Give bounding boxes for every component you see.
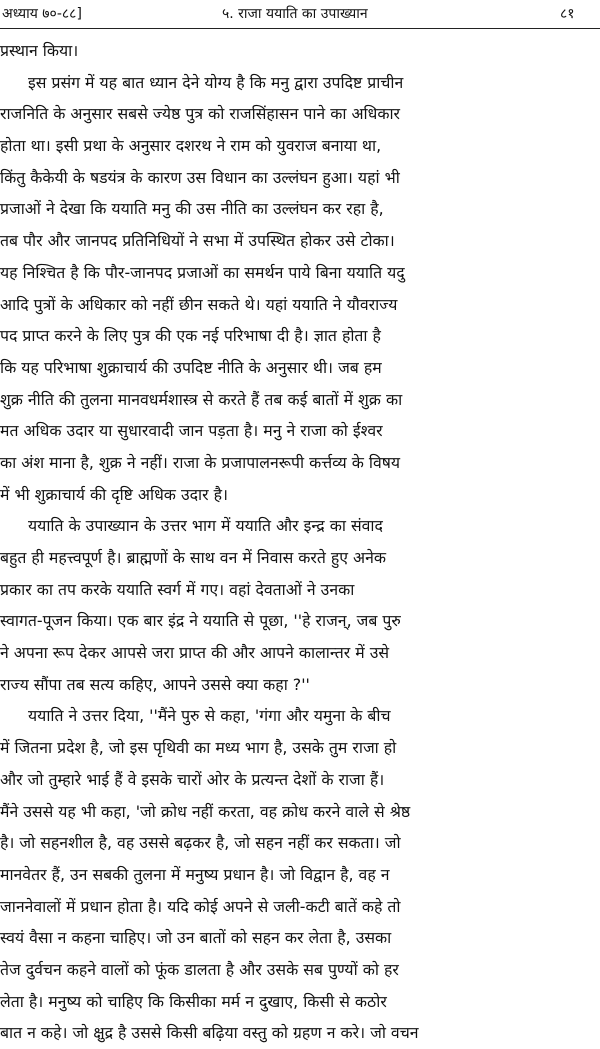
text-line: का अंश माना है, शुक्र ने नहीं। राजा के प्रजापालनरूपी कर्त्तव्य के विषय: [0, 452, 401, 472]
text-line: मैंने उससे यह भी कहा, 'जो क्रोध नहीं करता, वह क्रोध करने वाले से श्रेष्ठ: [0, 801, 411, 821]
text-line: तेज दुर्वचन कहने वालों को फूंक डालता है और उसके सब पुण्यों को हर: [0, 959, 399, 979]
text-line: प्रजाओं ने देखा कि ययाति मनु की उस नीति का उल्लंघन कर रहा है,: [0, 199, 384, 219]
text-line: तब पौर और जानपद प्रतिनिधियों ने सभा में उपस्थित होकर उसे टोका।: [0, 231, 395, 251]
body-text: [0, 35, 600, 1049]
text-line: पद प्राप्त करने के लिए पुत्र की एक नई परिभाषा दी है। ज्ञात होता है: [0, 326, 381, 346]
page-number: ८१: [560, 6, 575, 22]
text-line: प्रकार का तप करके ययाति स्वर्ग में गए। वहां देवताओं ने उनका: [0, 579, 355, 599]
text-line: कि यह परिभाषा शुक्राचार्य की उपदिष्ट नीति के अनुसार थी। जब हम: [0, 357, 382, 377]
text-line: इस प्रसंग में यह बात ध्यान देने योग्य है कि मनु द्वारा उपदिष्ट प्राचीन: [28, 72, 404, 92]
text-line: ने अपना रूप देकर आपसे जरा प्राप्त की और आपने कालान्तर में उसे: [0, 643, 390, 663]
running-title: ५. राजा ययाति का उपाख्यान: [222, 6, 368, 22]
text-line: बात न कहे। जो क्षुद्र है उससे किसी बढ़िया वस्तु को ग्रहण न करे। जो वचन: [0, 1023, 419, 1043]
header-rule: [0, 28, 600, 29]
text-line: मत अधिक उदार या सुधारवादी जान पड़ता है। मनु ने राजा को ईश्वर: [0, 421, 383, 441]
text-line: और जो तुम्हारे भाई हैं वे इसके चारों ओर के प्रत्यन्त देशों के राजा हैं।: [0, 769, 385, 789]
text-line: प्रस्थान किया।: [0, 41, 79, 60]
text-line: बहुत ही महत्त्वपूर्ण है। ब्राह्मणों के साथ वन में निवास करते हुए अनेक: [0, 548, 387, 567]
text-line: ययाति ने उत्तर दिया, ''मैंने पुरु से कहा, 'गंगा और यमुना के बीच: [28, 706, 391, 726]
text-line: है। जो सहनशील है, वह उससे बढ़कर है, जो सहन नहीं कर सकता। जो: [0, 833, 401, 853]
text-line: में जितना प्रदेश है, जो इस पृथिवी का मध्य भाग है, उसके तुम राजा हो: [0, 738, 397, 758]
text-line: लेता है। मनुष्य को चाहिए कि किसीका मर्म न दुखाए, किसी से कठोर: [0, 991, 387, 1011]
text-line: किंतु कैकेयी के षडयंत्र के कारण उस विधान का उल्लंघन हुआ। यहां भी: [0, 167, 400, 187]
text-line: शुक्र नीति की तुलना मानवधर्मशास्त्र से करते हैं तब कई बातों में शुक्र का: [0, 389, 403, 409]
text-line: राज्य सौंपा तब सत्य कहिए, आपने उससे क्या कहा ?'': [0, 674, 310, 694]
text-line: होता था। इसी प्रथा के अनुसार दशरथ ने राम को युवराज बनाया था,: [0, 136, 382, 156]
text-line: में भी शुक्राचार्य की दृष्टि अधिक उदार है।: [0, 484, 228, 504]
text-line: स्वयं वैसा न कहना चाहिए। जो उन बातों को सहन कर लेता है, उसका: [0, 928, 392, 948]
chapter-range: अध्याय ७०-८८]: [2, 6, 82, 22]
text-line: ययाति के उपाख्यान के उत्तर भाग में ययाति और इन्द्र का संवाद: [28, 516, 383, 536]
text-line: जाननेवालों में प्रधान होता है। यदि कोई अपने से जली-कटी बातें कहे तो: [0, 896, 401, 916]
text-line: आदि पुत्रों के अधिकार को नहीं छीन सकते थे। यहां ययाति ने यौवराज्य: [0, 294, 398, 314]
text-line: स्वागत-पूजन किया। एक बार इंद्र ने ययाति से पूछा, ''हे राजन्, जब पुरु: [0, 611, 401, 631]
text-line: मानवेतर हैं, उन सबकी तुलना में मनुष्य प्रधान है। जो विद्वान है, वह न: [0, 864, 390, 884]
running-header: [0, 0, 600, 30]
text-line: यह निश्चित है कि पौर-जानपद प्रजाओं का समर्थन पाये बिना ययाति यदु: [0, 262, 405, 282]
text-line: राजनिति के अनुसार सबसे ज्येष्ठ पुत्र को राजसिंहासन पाने का अधिकार: [0, 104, 401, 124]
